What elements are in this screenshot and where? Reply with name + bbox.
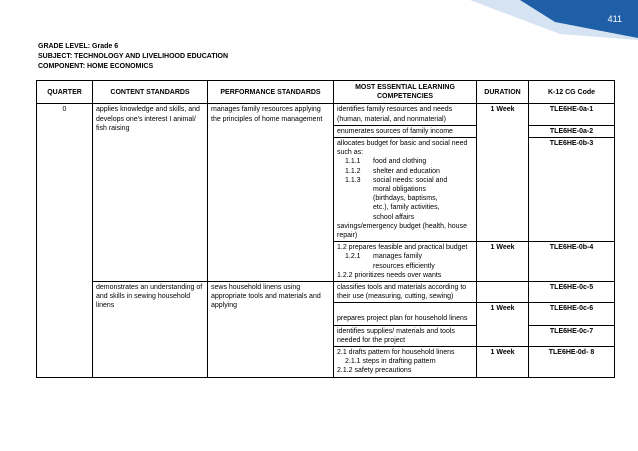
- competency-8-c: 2.1.2 safety precautions: [337, 367, 412, 375]
- item-number: 1.1.1: [345, 158, 361, 166]
- competency-6-text: prepares project plan for household linens: [337, 315, 468, 323]
- col-header-quarter: QUARTER: [37, 81, 93, 104]
- competency-3-item: [337, 176, 473, 222]
- competency-8-b: 2.1.1 steps in drafting pattern: [345, 358, 436, 366]
- cg-code-3: TLE6HE-0b-3: [529, 138, 615, 242]
- duration-4: 1 Week: [477, 347, 529, 378]
- competency-5: classifies tools and materials according to their use (measuring, cutting, sewing): [334, 282, 477, 303]
- cg-code-5: TLE6HE-0c-5: [529, 282, 615, 303]
- duration-empty: [477, 282, 529, 303]
- competency-8: [334, 347, 477, 378]
- col-header-competencies: MOST ESSENTIAL LEARNING COMPETENCIES: [334, 81, 477, 104]
- competency-3-item: [337, 157, 473, 166]
- cg-code-4: TLE6HE-0b-4: [529, 242, 615, 282]
- cg-code-8: TLE6HE-0d- 8: [529, 347, 615, 378]
- curriculum-table: [36, 80, 615, 378]
- competency-3-item: [337, 167, 473, 176]
- competency-3: [334, 138, 477, 242]
- duration-1: 1 Week: [477, 104, 529, 242]
- competency-4: [334, 242, 477, 282]
- item-text: shelter and education: [373, 167, 440, 175]
- item-text: manages family resources efficiently: [373, 253, 435, 270]
- col-header-performance-standards: PERFORMANCE STANDARDS: [208, 81, 334, 104]
- col-header-code: K-12 CG Code: [529, 81, 615, 104]
- table-row: [37, 104, 615, 125]
- competency-1: identifies family resources and needs (human, material, and nonmaterial): [334, 104, 477, 125]
- competency-3-outro: savings/emergency budget (health, house repair): [337, 222, 467, 240]
- document-header: [38, 42, 228, 72]
- item-text: food and clothing: [373, 158, 427, 166]
- page-number: 411: [607, 14, 622, 24]
- cg-code-2: TLE6HE-0a-2: [529, 125, 615, 137]
- competency-3-intro: allocates budget for basic and social need such as:: [337, 140, 468, 157]
- table-row: [37, 282, 615, 303]
- cg-code-1: TLE6HE-0a-1: [529, 104, 615, 125]
- item-number: 1.1.2: [345, 167, 361, 175]
- grade-level: GRADE LEVEL: Grade 6: [38, 43, 119, 50]
- competency-8-a: 2.1 drafts pattern for household linens: [337, 349, 455, 357]
- component: COMPONENT: HOME ECONOMICS: [38, 63, 154, 70]
- competency-4-c: 1.2.2 prioritizes needs over wants: [337, 271, 442, 279]
- quarter-cell: 0: [37, 104, 93, 377]
- cg-code-6: TLE6HE-0c-6: [529, 303, 615, 325]
- col-header-content-standards: CONTENT STANDARDS: [93, 81, 208, 104]
- competency-4-a: 1.2 prepares feasible and practical budget: [337, 244, 468, 252]
- competency-6: [334, 303, 477, 325]
- item-number: 1.2.1: [345, 253, 361, 261]
- item-number: 1.1.3: [345, 176, 361, 184]
- content-standard-1: applies knowledge and skills, and develops one's interest I animal/ fish raising: [93, 104, 208, 282]
- cg-code-7: TLE6HE-0c-7: [529, 325, 615, 346]
- performance-standard-1: manages family resources applying the principles of home management: [208, 104, 334, 282]
- item-text: social needs: social and moral obligations (birthdays, baptisms, etc.), family activities, school affairs: [373, 176, 448, 221]
- competency-7: identifies supplies/ materials and tools needed for the project: [334, 325, 477, 346]
- duration-3: 1 Week: [477, 303, 529, 347]
- duration-2: 1 Week: [477, 242, 529, 282]
- performance-standard-2: sews household linens using appropriate tools and materials and applying: [208, 282, 334, 378]
- col-header-duration: DURATION: [477, 81, 529, 104]
- spacer: [337, 304, 473, 314]
- competency-4-b: [337, 252, 473, 270]
- competency-2: enumerates sources of family income: [334, 125, 477, 137]
- subject: SUBJECT: TECHNOLOGY AND LIVELIHOOD EDUCATION: [38, 53, 229, 60]
- table-header-row: [37, 81, 615, 104]
- content-standard-2: demonstrates an understanding of and skills in sewing household linens: [93, 282, 208, 378]
